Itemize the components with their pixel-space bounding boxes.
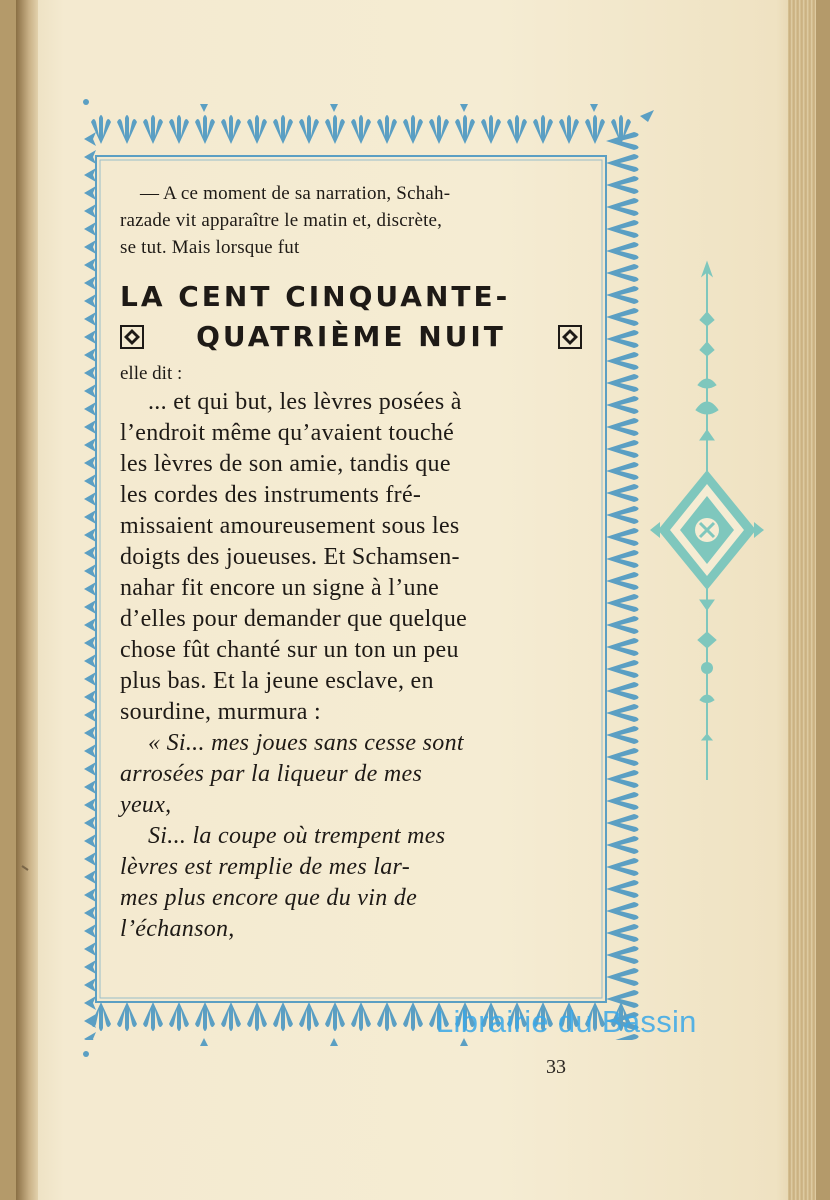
body-line: les cordes des instruments fré-: [120, 482, 422, 508]
intro-paragraph: [120, 180, 582, 261]
verse-line: lèvres est remplie de mes lar-: [120, 854, 410, 880]
body-line: plus bas. Et la jeune esclave, en: [120, 668, 434, 694]
body-line: nahar fit encore un signe à l’une: [120, 575, 440, 601]
watermark: Librairie du Bassin: [436, 1004, 697, 1039]
left-edge-mark: [22, 866, 28, 870]
subhead: elle dit :: [120, 363, 183, 384]
verse-line: l’échanson,: [120, 916, 235, 942]
body-line: l’endroit même qu’avaient touché: [120, 420, 455, 446]
body-line: ... et qui but, les lèvres posées à: [148, 389, 462, 415]
body-line: sourdine, murmura :: [120, 699, 321, 725]
verse-line: Si... la coupe où trempent mes: [148, 823, 446, 849]
chapter-heading: [120, 277, 582, 357]
verse-line: yeux,: [120, 792, 172, 818]
body-line: les lèvres de son amie, tandis que: [120, 451, 451, 477]
top-border-band: [88, 112, 636, 144]
body-line: chose fût chanté sur un ton un peu: [120, 637, 459, 663]
body-line: missaient amoureusement sous les: [120, 513, 460, 539]
verse-line: mes plus encore que du vin de: [120, 885, 418, 911]
heading-line-2: [120, 317, 582, 357]
body-line: d’elles pour demander que quelque: [120, 606, 468, 632]
teal-pendant-ornament: [650, 262, 764, 780]
verse-line: arrosées par la liqueur de mes: [120, 761, 423, 787]
bottom-arrow-marks: [83, 1038, 468, 1057]
verse-line: « Si... mes joues sans cesse sont: [148, 730, 464, 756]
text-block: [120, 180, 582, 945]
right-border-band: [606, 130, 646, 1040]
body-paragraph: [120, 387, 582, 728]
page-number: 33: [546, 1056, 566, 1078]
body-line: doigts des joueuses. Et Schamsen-: [120, 544, 460, 570]
verse-paragraph: [120, 728, 582, 945]
square-ornament-icon: [558, 325, 582, 349]
intro-line: se tut. Mais lorsque fut: [120, 237, 300, 258]
square-ornament-icon: [120, 325, 144, 349]
intro-line: — A ce moment de sa narration, Schah-: [140, 183, 451, 204]
heading-line-2-text: QUATRIÈME NUIT: [196, 320, 506, 353]
intro-line: razade vit apparaître le matin et, discrète,: [120, 210, 443, 231]
heading-line-1: LA CENT CINQUANTE-: [120, 280, 511, 313]
